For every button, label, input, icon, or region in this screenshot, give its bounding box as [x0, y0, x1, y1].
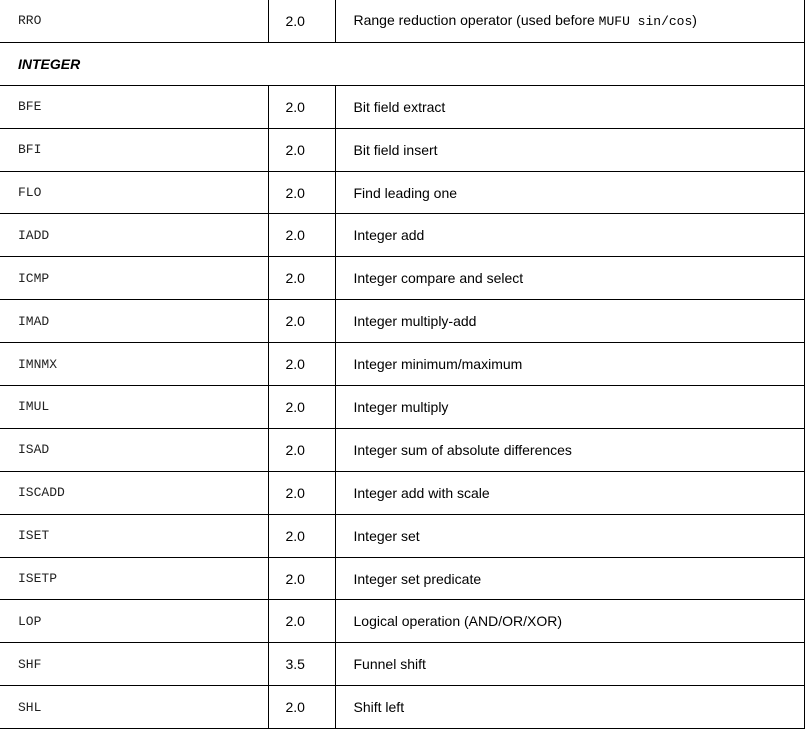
opcode-cell: IMNMX	[0, 343, 268, 386]
table-row	[0, 471, 804, 514]
version-cell: 2.0	[268, 557, 335, 600]
description-cell: Bit field insert	[335, 128, 804, 171]
description-cell: Integer add with scale	[335, 471, 804, 514]
section-label: INTEGER	[0, 42, 804, 85]
opcode-cell: ISETP	[0, 557, 268, 600]
description-cell: Integer set	[335, 514, 804, 557]
version-cell: 2.0	[268, 257, 335, 300]
version-cell: 2.0	[268, 343, 335, 386]
opcode-cell: RRO	[0, 0, 268, 42]
description-cell: Integer multiply-add	[335, 300, 804, 343]
table-row	[0, 514, 804, 557]
table-row	[0, 0, 804, 42]
table-row	[0, 128, 804, 171]
description-cell: Find leading one	[335, 171, 804, 214]
table-row	[0, 386, 804, 429]
description-cell: Integer minimum/maximum	[335, 343, 804, 386]
table-row	[0, 643, 804, 686]
description-cell: Integer set predicate	[335, 557, 804, 600]
version-cell: 2.0	[268, 300, 335, 343]
version-cell: 3.5	[268, 643, 335, 686]
table-row	[0, 600, 804, 643]
table-row	[0, 85, 804, 128]
opcode-cell: SHL	[0, 686, 268, 729]
opcode-cell: SHF	[0, 643, 268, 686]
opcode-cell: ICMP	[0, 257, 268, 300]
description-cell	[335, 0, 804, 42]
table-row	[0, 214, 804, 257]
opcode-cell: ISET	[0, 514, 268, 557]
opcode-cell: LOP	[0, 600, 268, 643]
description-cell: Bit field extract	[335, 85, 804, 128]
version-cell: 2.0	[268, 686, 335, 729]
table-row	[0, 300, 804, 343]
version-cell: 2.0	[268, 600, 335, 643]
version-cell: 2.0	[268, 386, 335, 429]
version-cell: 2.0	[268, 171, 335, 214]
description-suffix: )	[692, 12, 697, 29]
description-text: Range reduction operator (used before	[353, 12, 599, 29]
table-row	[0, 428, 804, 471]
table-row	[0, 257, 804, 300]
version-cell: 2.0	[268, 471, 335, 514]
table-row	[0, 343, 804, 386]
description-cell: Integer sum of absolute differences	[335, 428, 804, 471]
version-cell: 2.0	[268, 0, 335, 42]
opcode-cell: FLO	[0, 171, 268, 214]
opcode-cell: ISAD	[0, 428, 268, 471]
opcode-cell: BFI	[0, 128, 268, 171]
description-cell: Logical operation (AND/OR/XOR)	[335, 600, 804, 643]
version-cell: 2.0	[268, 128, 335, 171]
opcode-cell: ISCADD	[0, 471, 268, 514]
version-cell: 2.0	[268, 514, 335, 557]
opcode-cell: BFE	[0, 85, 268, 128]
table-row	[0, 686, 804, 729]
table-row	[0, 557, 804, 600]
description-cell: Integer add	[335, 214, 804, 257]
description-cell: Funnel shift	[335, 643, 804, 686]
description-cell: Integer multiply	[335, 386, 804, 429]
version-cell: 2.0	[268, 85, 335, 128]
description-cell: Integer compare and select	[335, 257, 804, 300]
version-cell: 2.0	[268, 214, 335, 257]
table-row	[0, 171, 804, 214]
section-row	[0, 42, 804, 85]
version-cell: 2.0	[268, 428, 335, 471]
opcode-cell: IMAD	[0, 300, 268, 343]
opcode-cell: IADD	[0, 214, 268, 257]
opcode-cell: IMUL	[0, 386, 268, 429]
description-code: MUFU sin/cos	[598, 14, 693, 30]
description-cell: Shift left	[335, 686, 804, 729]
